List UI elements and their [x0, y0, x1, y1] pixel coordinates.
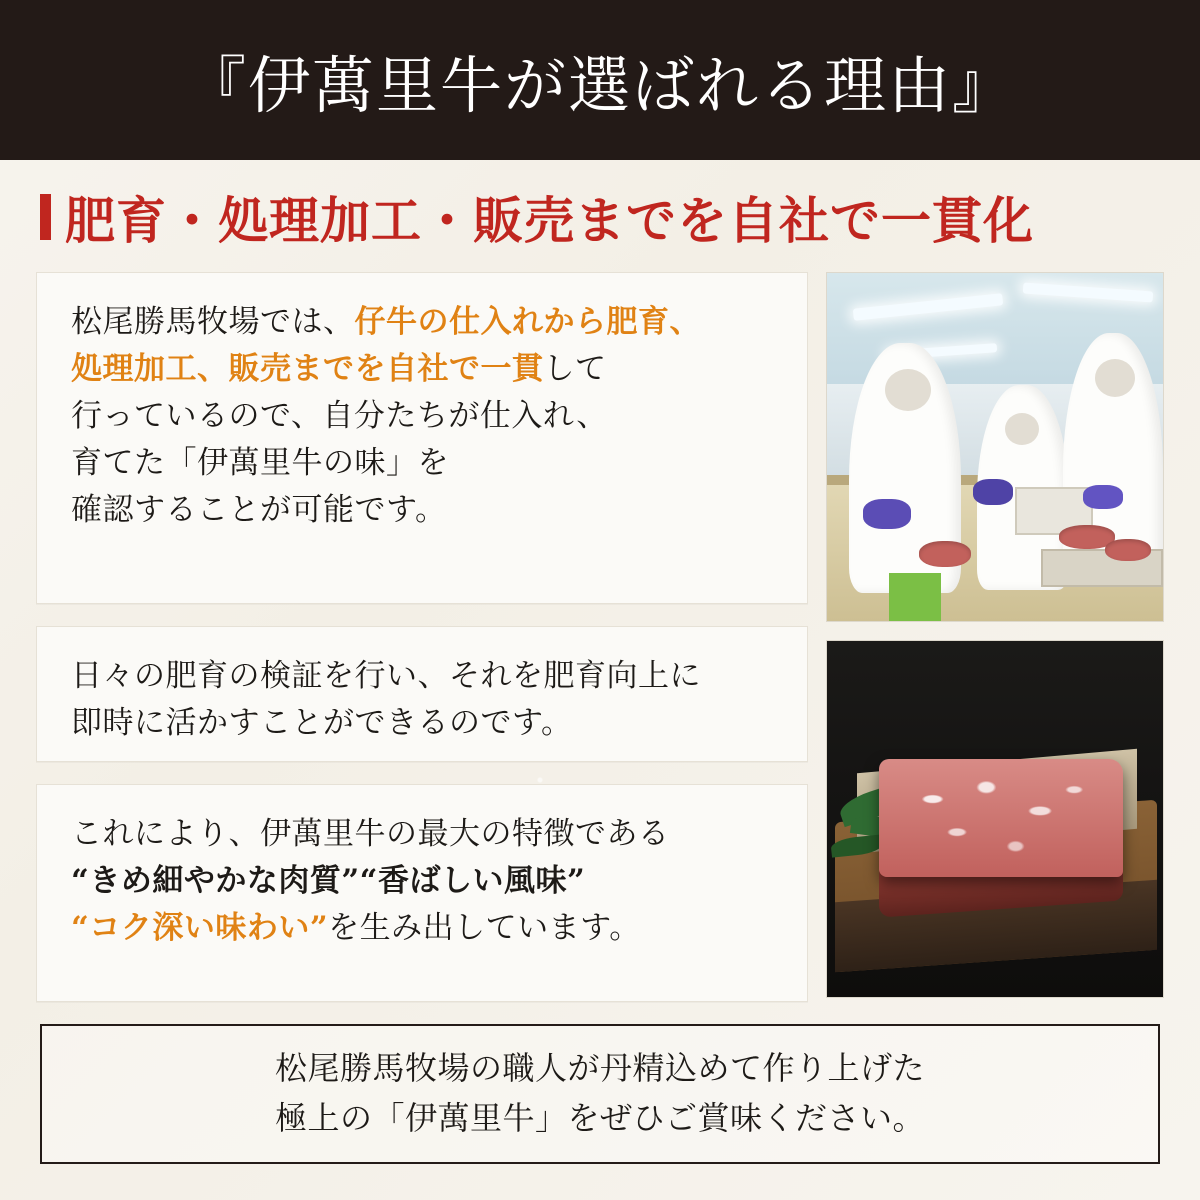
card-3-line-3: [71, 905, 777, 952]
card-1-line-3: 行っているので、自分たちが仕入れ、: [71, 398, 608, 435]
content-area: [36, 272, 1164, 1012]
card-integrated-process: [36, 272, 808, 604]
glove-icon: [863, 499, 911, 529]
photo-column: [826, 272, 1164, 998]
face-mask-icon: [1005, 413, 1039, 445]
card-2-line-1: 日々の肥育の検証を行い、それを肥育向上に: [71, 658, 701, 694]
card-2-line-2: 即時に活かすことができるのです。: [71, 705, 573, 742]
card-1-text-highlight-2: 処理加工、販売までを自社で一貫: [71, 351, 544, 388]
subheading-label: 肥育・処理加工・販売までを自社で一貫化: [65, 191, 1034, 250]
glove-icon: [1083, 485, 1123, 509]
meat-piece: [919, 541, 971, 567]
face-mask-icon: [885, 369, 931, 411]
subheading-accent-bar: [40, 194, 51, 240]
card-characteristics: [36, 784, 808, 1002]
card-1-text-plain-2: して: [543, 351, 607, 388]
beef-block-marbled-surface: [879, 759, 1123, 877]
footer-line-2: 極上の「伊萬里牛」をぜひご賞味ください。: [274, 1099, 925, 1137]
green-equipment: [889, 573, 941, 622]
card-1-text-highlight: 仔牛の仕入れから肥育、: [354, 304, 701, 340]
card-1-line-2: [71, 346, 777, 393]
card-daily-verification: [36, 626, 808, 762]
photo-processing-facility: [826, 272, 1164, 622]
page-title: 『伊萬里牛が選ばれる理由』: [183, 48, 1016, 122]
card-3-line-1: これにより、伊萬里牛の最大の特徴である: [71, 816, 670, 852]
meat-piece: [1105, 539, 1151, 561]
card-3-text-plain: を生み出しています。: [328, 910, 641, 947]
card-1-line-1: [71, 299, 777, 346]
card-3-text-highlight: “コク深い味わい”: [71, 910, 329, 947]
section-subheading: [40, 178, 1170, 256]
footer-line-1: 松尾勝馬牧場の職人が丹精込めて作り上げた: [274, 1049, 925, 1088]
card-1-text-plain: 松尾勝馬牧場では、: [71, 304, 355, 340]
card-3-line-2: “きめ細やかな肉質”“香ばしい風味”: [71, 863, 586, 900]
photo-wagyu-beef-block: [826, 640, 1164, 998]
card-1-line-4: 育てた「伊萬里牛の味」を: [71, 445, 449, 482]
glove-icon: [973, 479, 1013, 505]
footer-callout: [40, 1024, 1160, 1164]
face-mask-icon: [1095, 359, 1135, 397]
text-column: [36, 272, 808, 1024]
card-1-line-5: 確認することが可能です。: [71, 492, 447, 529]
page-header: [0, 0, 1200, 160]
